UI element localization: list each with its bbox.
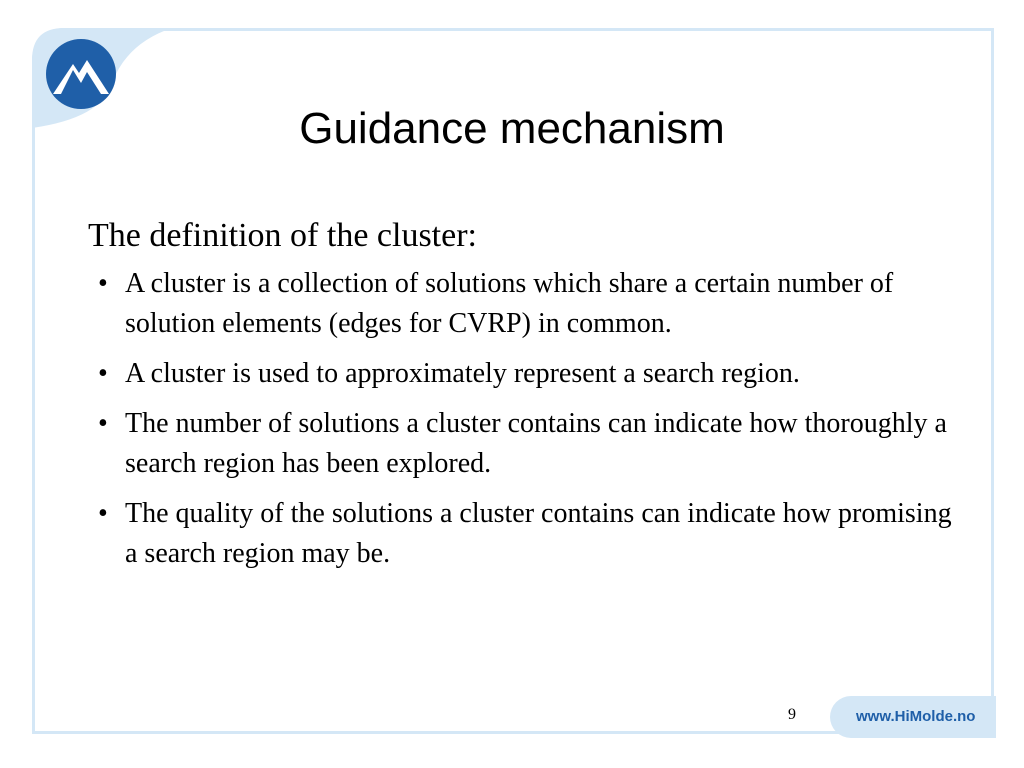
bullet-text: A cluster is a collection of solutions which share a certain number of solution elements (edges for CVRP) in common. [125,268,894,339]
page-number: 9 [788,706,796,723]
slide-title: Guidance mechanism [299,104,725,153]
bullet-item [88,494,968,574]
bullet-icon: • [98,358,108,389]
bullet-text: The quality of the solutions a cluster contains can indicate how promising a search region may be. [125,498,952,569]
footer-url: www.HiMolde.no [856,708,976,725]
bullet-text: A cluster is used to approximately represent a search region. [125,358,800,389]
cluster-definition-heading: The definition of the cluster: [88,217,477,254]
bullet-item [88,354,968,394]
bullet-item [88,404,968,484]
mountain-logo-icon [45,38,117,110]
bullet-icon: • [98,408,108,439]
bullet-list [88,264,968,574]
bullet-text: The number of solutions a cluster contains can indicate how thoroughly a search region has been explored. [125,408,947,479]
slide-content [88,214,968,584]
bullet-icon: • [98,498,108,529]
bullet-icon: • [98,268,108,299]
bullet-item [88,264,968,344]
